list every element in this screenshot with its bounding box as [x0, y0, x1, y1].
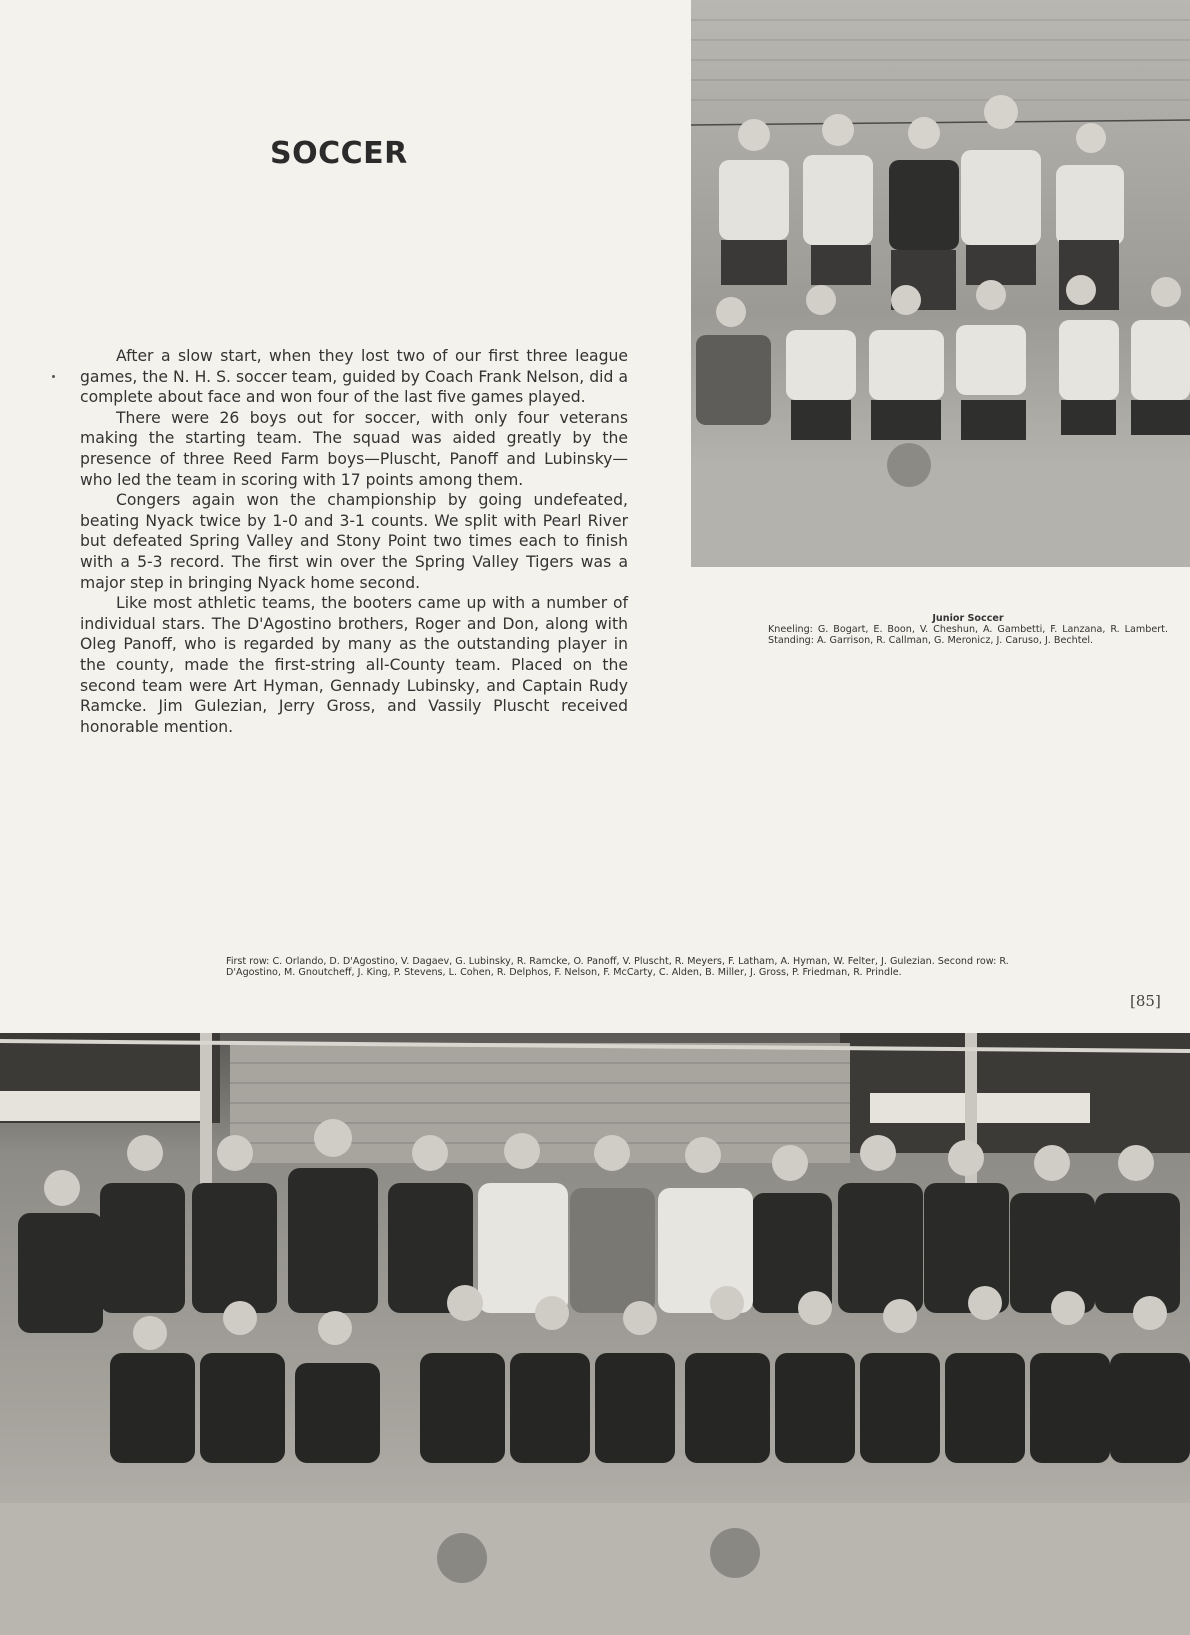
junior-photo-caption — [768, 613, 1168, 646]
article-paragraph: There were 26 boys out for soccer, with only four veterans making the starting team. The squad was aided greatly by the presence of three Reed Farm boys—Pluscht, Panoff and Lubinsky—who led the team in scoring with 17 points among them. — [80, 408, 628, 489]
article-paragraph: Congers again won the championship by going undefeated, beating Nyack twice by 1-0 and 3-1 counts. We split with Pearl River but defeated Spring Valley and Stony Point two times each to finish with a 5-3 record. The first win over the Spring Valley Tigers was a major step in bringing Nyack home second. — [80, 491, 628, 592]
article-body — [80, 346, 628, 737]
page-number: [85] — [1130, 992, 1161, 1010]
junior-caption-title: Junior Soccer — [932, 613, 1004, 624]
article-paragraph: After a slow start, when they lost two of our first three league games, the N. H. S. soccer team, guided by Coach Frank Nelson, did a complete about face and won four of the last five games played. — [80, 347, 628, 407]
article-paragraph: Like most athletic teams, the booters came up with a number of individual stars. The D'Agostino brothers, Roger and Don, along with Oleg Panoff, who is regarded by many as the outstanding player in the county, made the first-string all-County team. Placed on the second team were Art Hyman, Gennady Lubinsky, and Captain Rudy Ramcke. Jim Gulezian, Jerry Gross, and Vassily Pluscht received honorable mention. — [80, 594, 628, 736]
varsity-soccer-team-photo — [0, 1033, 1190, 1635]
varsity-photo-caption: First row: C. Orlando, D. D'Agostino, V. Dagaev, G. Lubinsky, R. Ramcke, O. Panoff, V. Pluscht, R. Meyers, F. Latham, A. Hyman, W. Felter, J. Gulezian. Second row: R. D'Agostino, M. Gnoutcheff, J. King, P. Stevens, L. Cohen, R. Delphos, F. Nelson, F. McCarty, C. Alden, B. Miller, J. Gross, P. Friedman, R. Prindle. — [226, 956, 1009, 978]
page-title: SOCCER — [270, 136, 408, 171]
junior-caption-text: Kneeling: G. Bogart, E. Boon, V. Cheshun, A. Gambetti, F. Lanzana, R. Lambert. Standing: A. Garrison, R. Callman, G. Meronicz, J. Caruso, J. Bechtel. — [768, 624, 1168, 646]
margin-mark — [52, 375, 55, 378]
junior-soccer-team-photo — [691, 0, 1190, 567]
